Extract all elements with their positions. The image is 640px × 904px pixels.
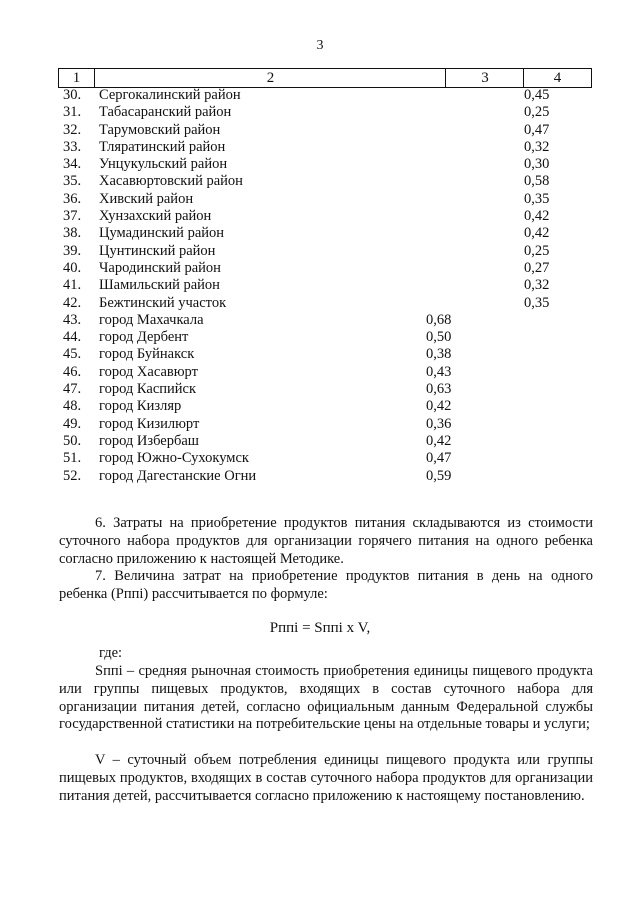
row-number: 51. <box>63 450 82 467</box>
row-col3: 0,68 <box>426 311 452 328</box>
row-name: город Махачкала <box>99 311 204 328</box>
table-row <box>58 243 598 260</box>
v-definition-block <box>59 752 593 805</box>
row-col4: 0,47 <box>524 121 550 138</box>
table-row <box>58 450 598 467</box>
row-number: 40. <box>63 259 82 276</box>
row-number: 35. <box>63 173 82 190</box>
row-number: 46. <box>63 363 82 380</box>
row-name: Цумадинский район <box>99 225 225 242</box>
table-row <box>58 139 598 156</box>
row-number: 49. <box>63 415 82 432</box>
table-body <box>58 87 598 485</box>
row-name: город Южно-Сухокумск <box>99 450 249 467</box>
table-row <box>58 191 598 208</box>
table-row <box>58 173 598 190</box>
row-number: 31. <box>63 104 82 121</box>
row-col4: 0,32 <box>524 277 550 294</box>
row-number: 41. <box>63 277 82 294</box>
row-number: 32. <box>63 121 82 138</box>
row-number: 43. <box>63 311 82 328</box>
table-row <box>58 398 598 415</box>
row-number: 33. <box>63 138 82 155</box>
row-col3: 0,50 <box>426 329 452 346</box>
table-row <box>58 277 598 294</box>
row-name: город Кизляр <box>99 398 182 415</box>
row-number: 47. <box>63 381 82 398</box>
row-col3: 0,42 <box>426 432 452 449</box>
row-number: 39. <box>63 242 82 259</box>
v-definition: V – суточный объем потребления единицы пищевого продукта или группы пищевых продуктов, входящих в состав суточного набора продуктов для организации питания детей, рассчитывается согласно приложению к настоящему постановлению. <box>59 752 593 804</box>
row-col4: 0,45 <box>524 87 550 103</box>
row-col4: 0,42 <box>524 225 550 242</box>
row-name: город Буйнакск <box>99 346 195 363</box>
row-name: Хасавюртовский район <box>99 173 243 190</box>
row-name: город Избербаш <box>99 432 199 449</box>
table-row <box>58 433 598 450</box>
row-col3: 0,36 <box>426 415 452 432</box>
row-col4: 0,27 <box>524 259 550 276</box>
table-row <box>58 346 598 363</box>
row-col4: 0,35 <box>524 190 550 207</box>
row-col3: 0,43 <box>426 363 452 380</box>
table-row <box>58 312 598 329</box>
row-name: Цунтинский район <box>99 242 216 259</box>
table-row <box>58 295 598 312</box>
row-col4: 0,58 <box>524 173 550 190</box>
paragraph-7-block <box>59 568 593 604</box>
row-name: Бежтинский участок <box>99 294 227 311</box>
table-row <box>58 364 598 381</box>
row-name: Сергокалинский район <box>99 87 241 103</box>
row-col3: 0,42 <box>426 398 452 415</box>
row-name: Унцукульский район <box>99 156 228 173</box>
where-label: где: <box>99 645 123 661</box>
table-row <box>58 104 598 121</box>
row-col4: 0,25 <box>524 242 550 259</box>
table-row <box>58 122 598 139</box>
table-row <box>58 156 598 173</box>
header-col-1: 1 <box>72 70 81 86</box>
s-definition-block <box>59 663 593 734</box>
row-name: город Каспийск <box>99 381 197 398</box>
row-col3: 0,59 <box>426 467 452 484</box>
table-row <box>58 208 598 225</box>
table-row <box>58 87 598 104</box>
row-number: 48. <box>63 398 82 415</box>
page-number: 3 <box>316 38 324 53</box>
row-number: 36. <box>63 190 82 207</box>
paragraph-6-block <box>59 515 593 568</box>
row-name: Хунзахский район <box>99 208 212 225</box>
row-col4: 0,35 <box>524 294 550 311</box>
header-col-4: 4 <box>523 69 591 87</box>
formula: Pппi = Sппi x V, <box>269 620 371 636</box>
row-col4: 0,32 <box>524 138 550 155</box>
paragraph-6: 6. Затраты на приобретение продуктов питания складываются из стоимости суточного набора продуктов для организации горячего питания на одного ребенка согласно приложению к настоящей Методике. <box>59 515 593 567</box>
table-row <box>58 468 598 485</box>
row-name: город Дербент <box>99 329 189 346</box>
row-name: Табасаранский район <box>99 104 232 121</box>
row-name: Чародинский район <box>99 259 221 276</box>
row-number: 38. <box>63 225 82 242</box>
row-name: Шамильский район <box>99 277 220 294</box>
row-col4: 0,30 <box>524 156 550 173</box>
s-definition: Sппi – средняя рыночная стоимость приобретения единицы пищевого продукта или группы пищевых продуктов, входящих в состав суточного набора для организации питания детей, согласно официальным данным Федеральной службы государственной статистики на потребительские цены на отдельные товары и услуги; <box>59 663 593 733</box>
row-number: 30. <box>63 87 82 103</box>
row-name: город Хасавюрт <box>99 363 198 380</box>
row-name: город Кизилюрт <box>99 415 200 432</box>
row-number: 50. <box>63 432 82 449</box>
row-name: город Дагестанские Огни <box>99 467 257 484</box>
table-row <box>58 416 598 433</box>
row-col3: 0,63 <box>426 381 452 398</box>
header-col-2: 2 <box>94 69 446 87</box>
row-name: Тляратинский район <box>99 138 226 155</box>
row-col4: 0,42 <box>524 208 550 225</box>
row-number: 37. <box>63 208 82 225</box>
table-row <box>58 381 598 398</box>
table-row <box>58 329 598 346</box>
row-number: 42. <box>63 294 82 311</box>
row-number: 45. <box>63 346 82 363</box>
row-col4: 0,25 <box>524 104 550 121</box>
table-row <box>58 225 598 242</box>
row-number: 34. <box>63 156 82 173</box>
row-number: 52. <box>63 467 82 484</box>
table-header <box>58 68 592 88</box>
row-col3: 0,38 <box>426 346 452 363</box>
header-col-3: 3 <box>445 69 524 87</box>
row-number: 44. <box>63 329 82 346</box>
row-name: Хивский район <box>99 190 194 207</box>
paragraph-7: 7. Величина затрат на приобретение продуктов питания в день на одного ребенка (Pппi) рассчитывается по формуле: <box>59 568 593 602</box>
row-name: Тарумовский район <box>99 121 221 138</box>
row-col3: 0,47 <box>426 450 452 467</box>
table-row <box>58 260 598 277</box>
